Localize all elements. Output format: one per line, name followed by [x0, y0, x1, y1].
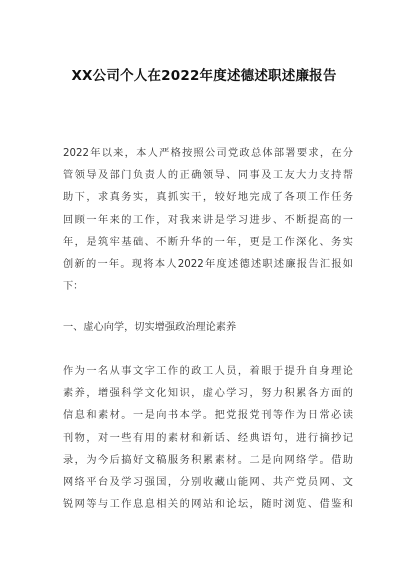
section-1-line: 作为一名从事文字工作的政工人员，着眼于提升自身理论 [63, 366, 353, 377]
section-1-line: 录，为今后搞好文稿服务积累素材。二是向网络学。借助 [63, 454, 353, 466]
intro-line: 回顾一年来的工作，对我来讲是学习进步、不断提高的一 [63, 214, 353, 226]
intro-line: 2022年以来，本人严格按照公司党政总体部署要求，在分 [63, 148, 353, 159]
section-1-line: 刊物，对一些有用的素材和新话、经典语句，进行摘抄记 [63, 432, 353, 444]
intro-line: 创新的一年。现将本人2022年度述德述职述廉报告汇报如 [63, 258, 353, 270]
section-1-line: 网络平台及学习强国，分别收藏山能网、共产党员网、文 [63, 476, 353, 488]
section-1-line: 锐网等与工作息息相关的网站和论坛，随时浏览、借鉴和 [63, 499, 353, 511]
section-1-line: 素养，增强科学文化知识，虚心学习，努力积累各方面的 [63, 388, 353, 400]
section-1-paragraph [63, 361, 353, 516]
section-heading: 一、虚心向学，切实增强政治理论素养 [63, 322, 237, 333]
document-title: XX公司个人在2022年度述德述职述廉报告 [71, 68, 337, 84]
intro-line: 管领导及部门负责人的正确领导、同事及工友大力支持帮 [63, 170, 353, 182]
section-1-line: 信息和素材。一是向书本学。把党报党刊等作为日常必读 [63, 410, 353, 422]
intro-line: 年，是筑牢基础、不断升华的一年，更是工作深化、务实 [63, 236, 353, 248]
intro-line: 下： [63, 281, 84, 293]
intro-paragraph [63, 143, 353, 298]
intro-line: 助下，求真务实，真抓实干，较好地完成了各项工作任务 [63, 192, 353, 204]
